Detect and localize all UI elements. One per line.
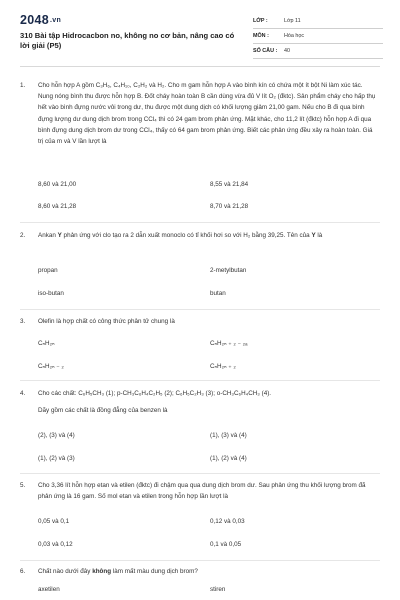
question-3 — [20, 316, 382, 328]
option-a[interactable]: (2), (3) và (4) — [38, 432, 75, 439]
option-b[interactable]: CₙH₂ₙ ₊ ₂ ₋ ₂ₐ — [210, 340, 248, 347]
document-title: 310 Bài tập Hidrocacbon no, không no cơ bản, nâng cao có lời giải (P5) — [20, 31, 235, 50]
question-number: 4. — [20, 390, 26, 397]
option-a[interactable]: 8,60 và 21,00 — [38, 181, 77, 188]
meta-value: Lớp 11 — [284, 18, 301, 24]
question-text: Ankan Y phản ứng với clo tạo ra 2 dẫn xuất monoclo có tỉ khối hơi so với H₂ bằng 39,25. Tên của Y là — [38, 232, 323, 239]
question-separator — [20, 560, 380, 561]
option-a[interactable]: 0,05 và 0,1 — [38, 518, 70, 525]
option-c[interactable]: 0,03 và 0,12 — [38, 541, 73, 548]
question-1 — [20, 80, 382, 170]
option-d[interactable]: CₙH₂ₙ ₊ ₂ — [210, 363, 236, 370]
question-line: Cho các chất: C₆H₅CH₃ (1); p-CH₃C₆H₄C₂H₅ (2); C₆H₅C₂H₃ (3); o-CH₃C₆H₄CH₃ (4). — [38, 390, 272, 397]
meta-label: LỚP : — [253, 18, 268, 24]
option-c[interactable]: (1), (2) và (3) — [38, 455, 75, 462]
question-number: 5. — [20, 482, 26, 489]
option-c[interactable]: iso-butan — [38, 290, 64, 297]
option-d[interactable]: (1), (2) và (4) — [210, 455, 247, 462]
option-b[interactable]: 0,12 và 0,03 — [210, 518, 245, 525]
option-c[interactable]: CₙH₂ₙ ₋ ₂ — [38, 363, 64, 370]
option-b[interactable]: stiren — [210, 586, 226, 593]
option-c[interactable]: 8,60 và 21,28 — [38, 203, 77, 210]
question-separator — [20, 473, 380, 474]
meta-label: SỐ CÂU : — [253, 48, 278, 54]
option-a[interactable]: CₙH₂ₙ — [38, 340, 55, 347]
question-text: Cho hỗn hợp A gồm C₃H₆, C₄H₁₀, C₂H₂ và H₂. Cho m gam hỗn hợp A vào bình kín có chứa một ít bột Ni làm xúc tác. Nung nóng bình thu được hỗn hợp B. Đốt cháy hoàn toàn B cần dùng vừa đủ V lít O₂ (đktc). Sản phẩm cháy cho hấp thụ hết vào bình đựng nước vôi trong dư, thu được một dung dịch có khối lượng giảm 21,00 gam. Nếu cho B đi qua bình đựng lượng dư dung dịch brom trong CCl₄ thì có 24 gam brom phản ứng. Mặt khác, cho 11,2 lít (đktc) hỗn hợp A đi qua bình đựng dung dịch brom dư trong CCl₄, thấy có 64 gam brom phản ứng. Biết các phản ứng đều xảy ra hoàn toàn. Giá trị của m và V lần lượt là — [38, 82, 376, 146]
question-text — [38, 388, 378, 416]
document-header — [0, 0, 400, 66]
meta-value: 40 — [284, 48, 290, 54]
option-b[interactable]: 8,55 và 21,84 — [210, 181, 249, 188]
document-meta — [253, 14, 383, 59]
question-2 — [20, 230, 382, 254]
question-line: Dãy gồm các chất là đồng đẳng của benzen là — [38, 407, 168, 415]
option-d[interactable]: butan — [210, 290, 226, 297]
question-text: Chất nào dưới đây không làm mất màu dung dịch brom? — [38, 568, 198, 575]
option-b[interactable]: 2-metylbutan — [210, 267, 247, 274]
meta-row-class — [253, 14, 383, 29]
header-divider — [20, 66, 380, 67]
meta-value: Hóa học — [284, 33, 305, 39]
question-number: 3. — [20, 318, 26, 325]
meta-row-subject — [253, 29, 383, 44]
question-5 — [20, 480, 382, 514]
question-text: Olefin là hợp chất có công thức phân tử chung là — [38, 318, 175, 325]
question-text: Cho 3,36 lít hỗn hợp etan và etilen (đktc) đi chậm qua qua dung dịch brom dư. Sau phản ứng thu khối lượng brom đã phản ứng là 16 gam. Số mol etan và etilen trong hỗn hợp lần lượt là — [38, 482, 366, 501]
question-6 — [20, 566, 382, 578]
question-number: 1. — [20, 82, 26, 89]
meta-row-count — [253, 44, 383, 59]
option-a[interactable]: propan — [38, 267, 58, 274]
question-separator — [20, 222, 380, 223]
question-separator — [20, 309, 380, 310]
option-d[interactable]: 0,1 và 0,05 — [210, 541, 242, 548]
meta-label: MÔN : — [253, 33, 269, 39]
option-a[interactable]: axetilen — [38, 586, 60, 593]
site-logo[interactable]: 2048.vn — [20, 13, 62, 27]
option-d[interactable]: 8,70 và 21,28 — [210, 203, 249, 210]
question-number: 6. — [20, 568, 26, 575]
option-b[interactable]: (1), (3) và (4) — [210, 432, 247, 439]
question-4 — [20, 388, 382, 422]
question-separator — [20, 380, 380, 381]
question-number: 2. — [20, 232, 26, 239]
